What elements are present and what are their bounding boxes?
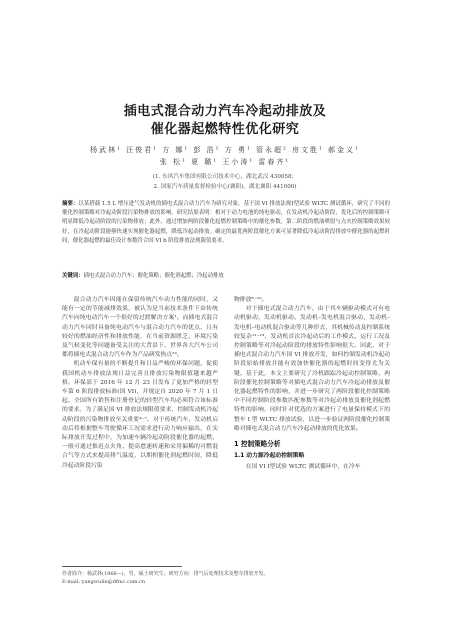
body-paragraph: 机动车保有量的不断提升和日益严峻的环保问题，促使我国机动车排放法规日益完善且排放污染物限值越来越严格。环保部于 2016 年 12 月 23 日发布了更加严格的轻型车第 6 阶段排放标准(国 VI)，并规定自 2020 年 7 月 1 日起，全国所有销售和注册登记的轻型汽车均必须符合该标准的要求。为了满足国 VI 排放法规限值要求，控制发动机冷起动阶段的污染物排放至关重要⁴⁻⁷。对于传统汽车，发动机启动后将根据整车驾驶循环工况需求进行动力响应输出，在实际排放开发过程中，为加速车辆冷起动阶段催化器的起燃，一般可通过推迟点火角、提高怠速转速和采用偏稀的可燃混合气等方式来提高排气温度，以期相催化剂起燃时间，降低冷起动阶段污染 — [62, 361, 218, 469]
keywords — [62, 272, 390, 281]
keywords-label: 关键词： — [62, 273, 84, 279]
author-email: E-mail: yangwulin@dfmc.com.cn — [62, 579, 146, 585]
abstract — [62, 200, 390, 246]
footnote-divider — [62, 566, 182, 567]
body-paragraph-continued: 物排放⁸⁻¹⁰。 — [234, 297, 268, 303]
author-footnote: 作者简介：杨武林(1966—)，男，硕士研究生；研究方向：排气后处理技术及整车排放开发。 — [62, 571, 269, 577]
body-paragraph: 混合动力汽车因能在保留传统汽车动力性能的同时，又能有一定的节能减排效果，被认为是当前技术条件下由传统汽车向纯电动汽车一个很好的过渡解决方案¹。而插电式混合动力汽车同时具备纯电动汽车与混合动力汽车的优点，且有较好的燃油经济性和排放性能，在当前资源匮乏、环境污染及气候变化等问题备受关注的大背景下，世界各大汽车公司都将插电式混合动力汽车作为产品研发热点²³。 — [62, 297, 218, 359]
body-paragraph: 在国 VI Ⅰ型试验 WLTC 测试循环中，在冷车 — [245, 464, 361, 471]
section-heading: 1 控制策略分析 — [234, 440, 281, 449]
author-list-line-1: 杨武林¹ 汪俊君¹ 方 娜¹ 彭 浩¹ 方 勇¹ 管永超² 房文胜¹ 郝金义¹ — [90, 146, 360, 154]
author-list-line-2: 张 松¹ 夏 璐¹ 王小涛¹ 雷春齐¹ — [159, 158, 291, 166]
paper-title-line-2: 催化器起燃特性优化研究 — [150, 122, 300, 137]
paper-title-line-1: 插电式混合动力汽车冷起动排放及 — [123, 104, 327, 119]
body-column-right — [234, 296, 390, 473]
abstract-label: 摘要： — [62, 201, 79, 207]
abstract-text: 以某搭载 1.5 L 增压进气发动机的插电式混合动力汽车为研究对象，基于国 VI 排放法规Ⅰ型试验 WLTC 测试循环，研究了不同的催化控制策略对冷起动阶段污染物排放的影响。研究结果表明：相对于动力电池的纯电驱动，在发动机冷起动阶段，优化后的控制策略可明显降低冷起动阶段的污染物排放；此外，通过增加两阶段催化起燃控制策略中的催化参数，第二阶段的燃油喷射与点火控制策略效果较好，在冷起动阶段能够快速实现催化器起燃，降低冷起动排放。确定的最优两阶段催化方案可显著降低冷起动阶段排放中催化器的起燃时间，催化器起燃的最佳设计参数符合国 VI b 阶段排放法规限值要求。 — [62, 201, 390, 244]
body-paragraph: 对于插电式混合动力汽车，由于其车辆驱动模式可有电动机驱动、发动机驱动、发动机–发电机混合驱动、发动机–发电机–电动机混合驱动等几种形式，其机械传动及控制系统较复杂¹¹⁻¹³，发动机首次冷起动后的工作模式、运行工况及控制策略等对冷起动阶段的排放特性影响很大。因此，对于插电式混合动力汽车国 VI 排放开发，如何控制发动机冷起动阶段原始排放并能有效加快催化器的起燃时间变得尤为关键。基于此，本文主要研究了冷机跟踪冷起动控制策略、两阶段催化控制策略等对插电式混合动力汽车冷起动排放及催化器起燃特性的影响，并进一步研究了两阶段催化控制策略中不同控制阶段参数匹配参数等对冷起动排放及催化剂起燃特性的影响，同时针对优选的方案进行了电量保持模式下的整车 I 型 WLTC 排放试验，以进一步验证两阶段催化控制策略对插电式混合动力汽车冷起动排放的优化效果。 — [234, 306, 390, 432]
subsection-heading: 1.1 动力源冷起动控制策略 — [234, 453, 305, 460]
keywords-text: 插电式混合动力汽车；催化策略；催化剂起燃；冷起动排放 — [83, 273, 224, 279]
affiliation-line-1: (1. 东风汽车集团有限公司技术中心，湖北武汉 430058； — [152, 174, 298, 180]
affiliation-line-2: 2. 国家汽车质量监督检验中心(襄阳)，湖北襄阳 441000) — [153, 184, 297, 190]
body-column-left — [62, 296, 218, 471]
